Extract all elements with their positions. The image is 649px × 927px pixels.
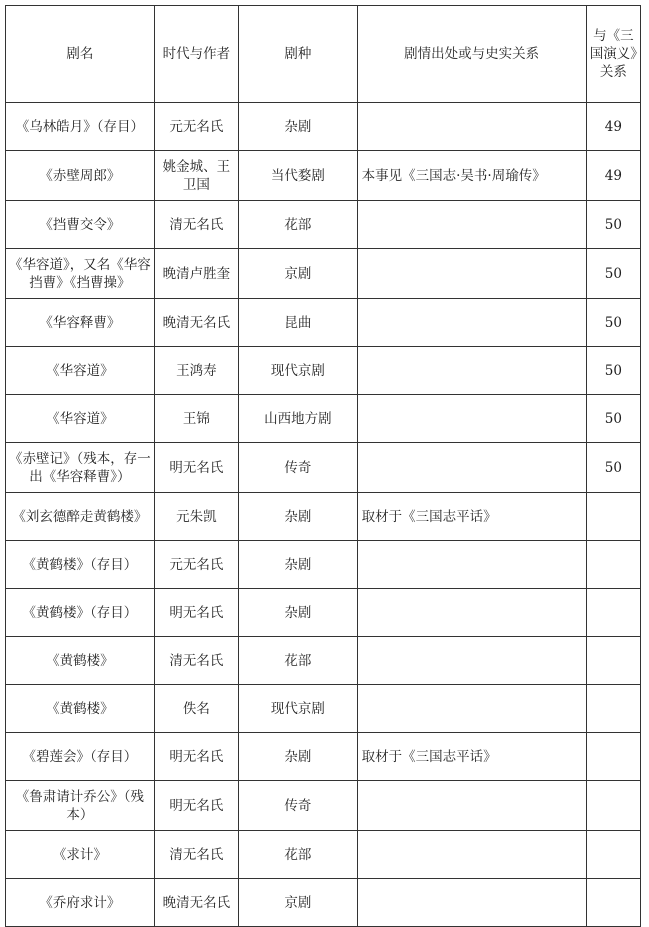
cell-name: 《华容释曹》 [6, 299, 155, 347]
cell-type: 现代京剧 [239, 685, 358, 733]
cell-name: 《乔府求计》 [6, 879, 155, 927]
cell-type: 当代婺剧 [239, 151, 358, 201]
cell-author: 佚名 [154, 685, 238, 733]
cell-type: 杂剧 [239, 589, 358, 637]
cell-author: 晚清卢胜奎 [154, 249, 238, 299]
cell-author: 明无名氏 [154, 443, 238, 493]
cell-chapter [586, 831, 640, 879]
cell-author: 王鸿寿 [154, 347, 238, 395]
cell-plot [357, 685, 586, 733]
cell-author: 元无名氏 [154, 103, 238, 151]
cell-author: 清无名氏 [154, 201, 238, 249]
cell-author: 晚清无名氏 [154, 299, 238, 347]
table-row [6, 151, 641, 201]
table-body [6, 103, 641, 927]
table-row [6, 103, 641, 151]
cell-chapter [586, 637, 640, 685]
cell-name: 《黄鹤楼》（存目） [6, 589, 155, 637]
cell-plot [357, 299, 586, 347]
cell-name: 《鲁肃请计乔公》（残本） [6, 781, 155, 831]
cell-type: 花部 [239, 637, 358, 685]
cell-author: 王锦 [154, 395, 238, 443]
cell-name: 《刘玄德醉走黄鹤楼》 [6, 493, 155, 541]
cell-plot [357, 589, 586, 637]
table-row [6, 733, 641, 781]
table-row [6, 541, 641, 589]
cell-chapter: 50 [586, 347, 640, 395]
table-row [6, 637, 641, 685]
table-row [6, 201, 641, 249]
cell-type: 京剧 [239, 879, 358, 927]
cell-chapter [586, 781, 640, 831]
cell-type: 传奇 [239, 781, 358, 831]
cell-type: 花部 [239, 831, 358, 879]
cell-chapter: 49 [586, 103, 640, 151]
cell-plot [357, 395, 586, 443]
header-chapter: 与《三国演义》关系 [586, 6, 640, 103]
cell-type: 杂剧 [239, 493, 358, 541]
cell-name: 《黄鹤楼》 [6, 637, 155, 685]
cell-plot [357, 879, 586, 927]
cell-type: 花部 [239, 201, 358, 249]
table-row [6, 347, 641, 395]
cell-author: 明无名氏 [154, 781, 238, 831]
table-row [6, 781, 641, 831]
cell-plot [357, 249, 586, 299]
cell-plot [357, 443, 586, 493]
table-row [6, 879, 641, 927]
table-row [6, 831, 641, 879]
cell-name: 《求计》 [6, 831, 155, 879]
cell-chapter: 50 [586, 201, 640, 249]
cell-chapter [586, 879, 640, 927]
cell-chapter [586, 589, 640, 637]
cell-author: 明无名氏 [154, 589, 238, 637]
cell-plot [357, 541, 586, 589]
cell-name: 《赤壁周郎》 [6, 151, 155, 201]
cell-name: 《乌林皓月》（存目） [6, 103, 155, 151]
cell-author: 明无名氏 [154, 733, 238, 781]
cell-name: 《华容道》 [6, 347, 155, 395]
cell-plot [357, 201, 586, 249]
header-author: 时代与作者 [154, 6, 238, 103]
cell-author: 元无名氏 [154, 541, 238, 589]
table-row [6, 493, 641, 541]
cell-name: 《华容道》 [6, 395, 155, 443]
table-row [6, 395, 641, 443]
cell-plot: 取材于《三国志平话》 [357, 493, 586, 541]
cell-chapter: 50 [586, 299, 640, 347]
cell-author: 清无名氏 [154, 637, 238, 685]
drama-table [5, 5, 641, 927]
cell-chapter [586, 541, 640, 589]
cell-author: 清无名氏 [154, 831, 238, 879]
cell-plot [357, 781, 586, 831]
header-name: 剧名 [6, 6, 155, 103]
header-plot: 剧情出处或与史实关系 [357, 6, 586, 103]
cell-chapter: 50 [586, 249, 640, 299]
table-row [6, 299, 641, 347]
table-row [6, 249, 641, 299]
cell-plot: 本事见《三国志·吴书·周瑜传》 [357, 151, 586, 201]
cell-author: 晚清无名氏 [154, 879, 238, 927]
header-type: 剧种 [239, 6, 358, 103]
cell-chapter [586, 733, 640, 781]
cell-type: 杂剧 [239, 733, 358, 781]
cell-chapter: 49 [586, 151, 640, 201]
cell-name: 《华容道》，又名《华容挡曹》《挡曹操》 [6, 249, 155, 299]
header-row [6, 6, 641, 103]
cell-type: 京剧 [239, 249, 358, 299]
cell-plot: 取材于《三国志平话》 [357, 733, 586, 781]
cell-name: 《黄鹤楼》 [6, 685, 155, 733]
table-row [6, 589, 641, 637]
cell-name: 《挡曹交令》 [6, 201, 155, 249]
cell-type: 昆曲 [239, 299, 358, 347]
cell-plot [357, 637, 586, 685]
cell-chapter [586, 493, 640, 541]
cell-author: 姚金城、王卫国 [154, 151, 238, 201]
cell-type: 杂剧 [239, 541, 358, 589]
cell-chapter: 50 [586, 443, 640, 493]
cell-author: 元朱凯 [154, 493, 238, 541]
table-row [6, 443, 641, 493]
cell-type: 传奇 [239, 443, 358, 493]
cell-name: 《黄鹤楼》（存目） [6, 541, 155, 589]
cell-plot [357, 103, 586, 151]
cell-plot [357, 831, 586, 879]
cell-type: 杂剧 [239, 103, 358, 151]
cell-type: 山西地方剧 [239, 395, 358, 443]
table-row [6, 685, 641, 733]
cell-plot [357, 347, 586, 395]
cell-type: 现代京剧 [239, 347, 358, 395]
cell-chapter [586, 685, 640, 733]
cell-name: 《碧莲会》（存目） [6, 733, 155, 781]
cell-name: 《赤壁记》（残本，存一出《华容释曹》） [6, 443, 155, 493]
cell-chapter: 50 [586, 395, 640, 443]
